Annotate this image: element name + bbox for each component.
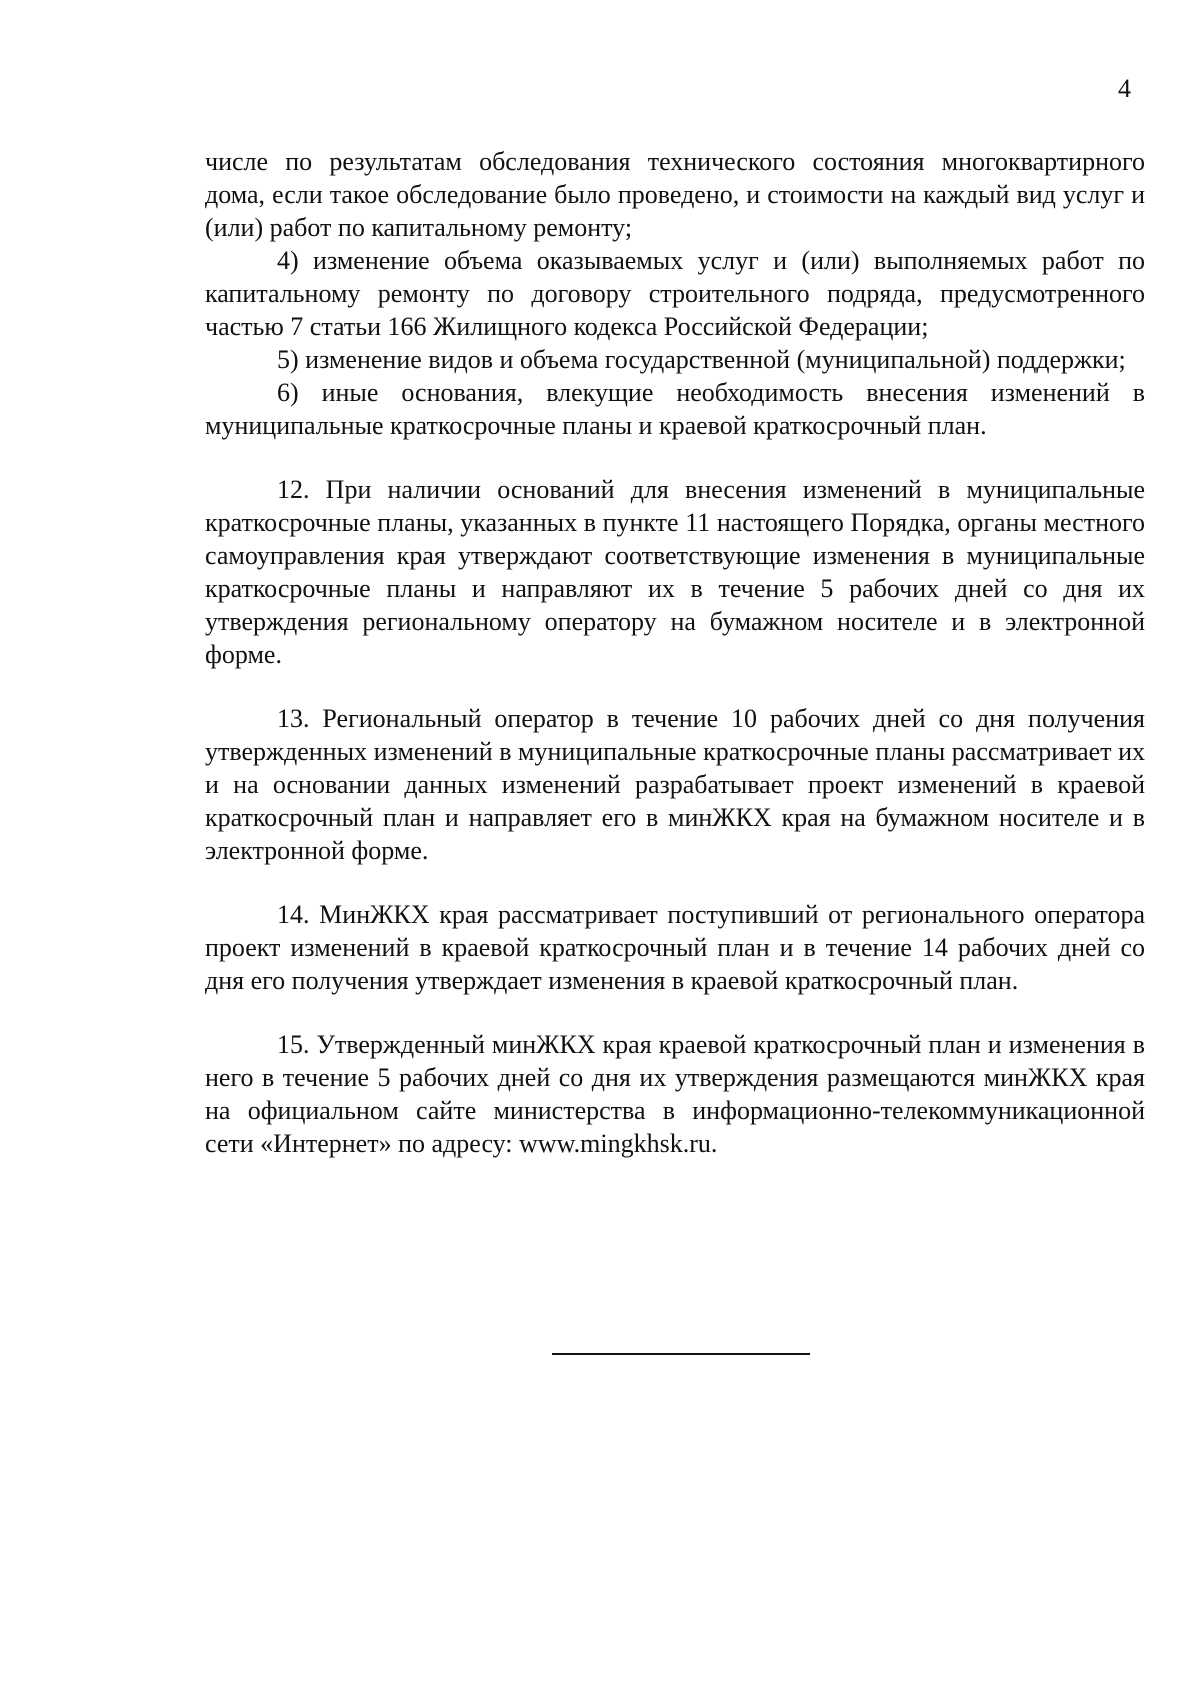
paragraph-section-15: 15. Утвержденный минЖКХ края краевой краткосрочный план и изменения в него в течение 5 рабочих дней со дня их утверждения размещаются минЖКХ края на официальном сайте министерства в информационно-телекоммуникационной сети «Интернет» по адресу: www.mingkhsk.ru. bbox=[205, 1030, 1145, 1158]
paragraph-section-12: 12. При наличии оснований для внесения изменений в муниципальные краткосрочные планы, указанных в пункте 11 настоящего Порядка, органы местного самоуправления края утверждают соответствующие изменения в муниципальные краткосрочные планы и направляют их в течение 5 рабочих дней со дня их утверждения региональному оператору на бумажном носителе и в электронной форме. bbox=[205, 475, 1145, 669]
paragraph-continuation: числе по результатам обследования технического состояния многоквартирного дома, если такое обследование было проведено, и стоимости на каждый вид услуг и (или) работ по капитальному ремонту; bbox=[205, 147, 1145, 242]
paragraph-section-13: 13. Региональный оператор в течение 10 рабочих дней со дня получения утвержденных изменений в муниципальные краткосрочные планы рассматривает их и на основании данных изменений разрабатывает проект изменений в краевой краткосрочный план и направляет его в минЖКХ края на бумажном носителе и в электронной форме. bbox=[205, 704, 1145, 865]
paragraph-item-6: 6) иные основания, влекущие необходимость внесения изменений в муниципальные краткосрочные планы и краевой краткосрочный план. bbox=[205, 378, 1145, 440]
closing-divider bbox=[552, 1353, 810, 1355]
paragraph-item-4: 4) изменение объема оказываемых услуг и (или) выполняемых работ по капитальному ремонту по договору строительного подряда, предусмотренного частью 7 статьи 166 Жилищного кодекса Российской Федерации; bbox=[205, 246, 1145, 341]
document-body bbox=[205, 145, 1145, 1160]
paragraph-section-14: 14. МинЖКХ края рассматривает поступивший от регионального оператора проект изменений в краевой краткосрочный план и в течение 14 рабочих дней со дня его получения утверждает изменения в краевой краткосрочный план. bbox=[205, 900, 1145, 995]
page-number: 4 bbox=[1118, 74, 1131, 103]
paragraph-item-5: 5) изменение видов и объема государственной (муниципальной) поддержки; bbox=[277, 345, 1126, 374]
